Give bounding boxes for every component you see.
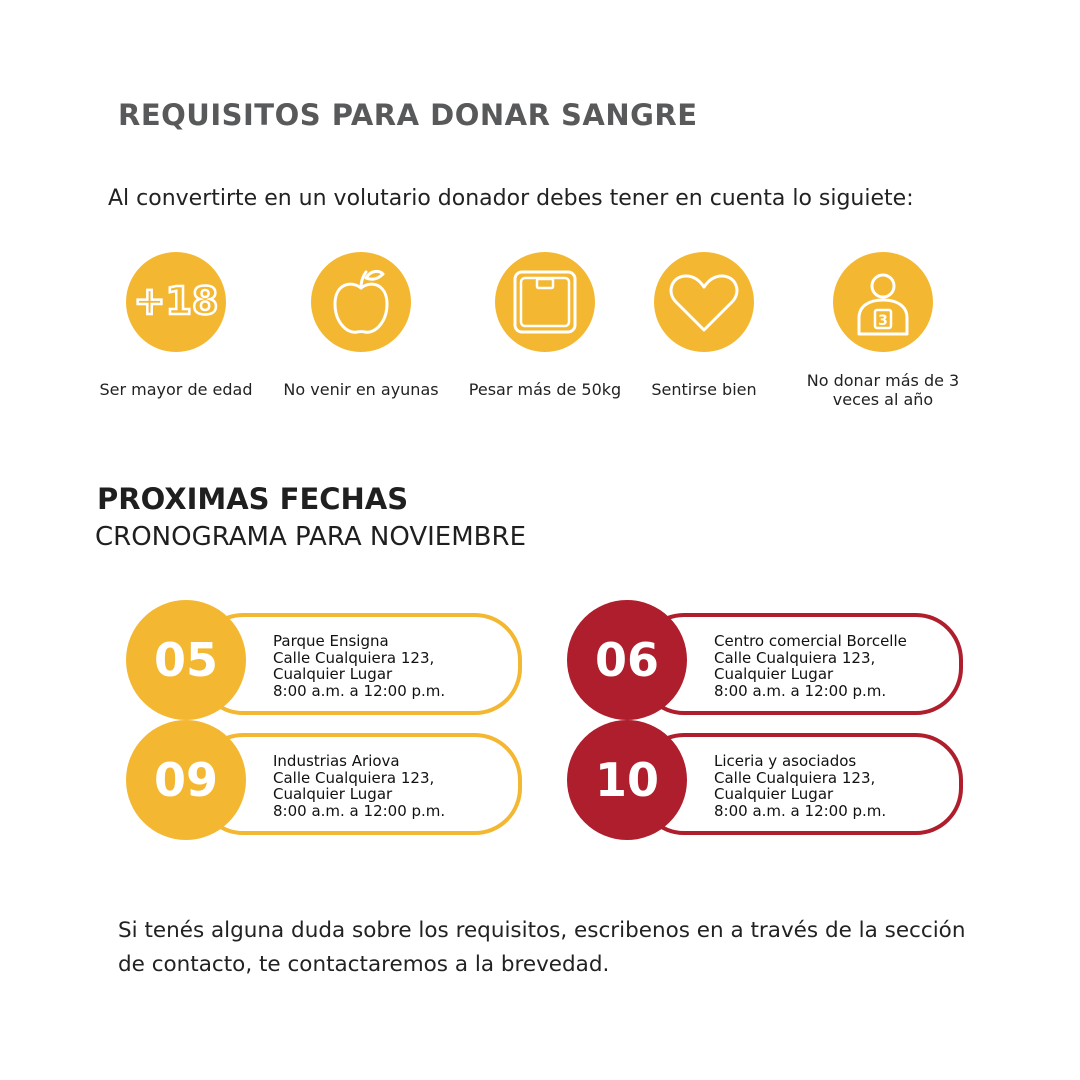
event-address-line2: Cualquier Lugar	[714, 665, 834, 683]
requirement-fasting	[271, 252, 451, 399]
requirement-label: No donar más de 3 veces al año	[806, 371, 960, 409]
requirement-frequency	[793, 252, 973, 409]
footer-note: Si tenés alguna duda sobre los requisitos, escribenos en a través de la sección de contacto, te contactaremos a la brevedad.	[118, 918, 966, 977]
event-card	[126, 720, 526, 840]
requirement-label: Ser mayor de edad	[99, 380, 253, 399]
heart-icon	[654, 252, 754, 352]
event-address-line2: Cualquier Lugar	[273, 665, 393, 683]
requirement-age	[86, 252, 266, 399]
requirement-circle	[311, 252, 411, 352]
event-hours: 8:00 a.m. a 12:00 p.m.	[273, 801, 446, 820]
event-place: Centro comercial Borcelle	[714, 632, 907, 650]
event-hours: 8:00 a.m. a 12:00 p.m.	[714, 801, 887, 820]
event-place: Liceria y asociados	[714, 752, 857, 770]
requirement-label: Pesar más de 50kg	[468, 380, 622, 399]
event-address-line2: Cualquier Lugar	[273, 785, 393, 803]
schedule-title: PROXIMAS FECHAS	[97, 482, 409, 516]
event-date: 09	[126, 720, 246, 840]
event-address-line1: Calle Cualquiera 123,	[714, 768, 876, 787]
intro-text: Al convertirte en un volutario donador debes tener en cuenta lo siguiete:	[108, 186, 914, 211]
event-info	[714, 753, 886, 819]
person-three-icon	[833, 252, 933, 352]
plus-18-icon	[126, 252, 226, 352]
requirement-label: Sentirse bien	[651, 380, 757, 399]
event-address-line2: Cualquier Lugar	[714, 785, 834, 803]
requirement-wellbeing	[614, 252, 794, 399]
event-hours: 8:00 a.m. a 12:00 p.m.	[273, 681, 446, 700]
event-date: 05	[126, 600, 246, 720]
event-date: 06	[567, 600, 687, 720]
event-info	[714, 633, 907, 699]
plus-18-icon-text: +18	[133, 279, 219, 323]
scale-icon	[495, 252, 595, 352]
event-address-line1: Calle Cualquiera 123,	[273, 648, 435, 667]
event-address-line1: Calle Cualquiera 123,	[273, 768, 435, 787]
requirement-label: No venir en ayunas	[283, 380, 439, 399]
person-three-badge: 3	[878, 313, 888, 329]
event-card	[567, 600, 967, 720]
event-info	[273, 753, 445, 819]
event-hours: 8:00 a.m. a 12:00 p.m.	[714, 681, 887, 700]
page-title: REQUISITOS PARA DONAR SANGRE	[118, 98, 698, 132]
event-place: Parque Ensigna	[273, 632, 389, 650]
schedule-subtitle: CRONOGRAMA PARA NOVIEMBRE	[95, 522, 526, 552]
requirement-circle	[833, 252, 933, 352]
requirement-circle	[654, 252, 754, 352]
event-info	[273, 633, 445, 699]
requirement-weight	[455, 252, 635, 399]
apple-icon	[311, 252, 411, 352]
requirement-circle	[126, 252, 226, 352]
event-card	[126, 600, 526, 720]
event-card	[567, 720, 967, 840]
requirement-circle	[495, 252, 595, 352]
event-date: 10	[567, 720, 687, 840]
event-address-line1: Calle Cualquiera 123,	[714, 648, 876, 667]
event-place: Industrias Ariova	[273, 752, 400, 770]
